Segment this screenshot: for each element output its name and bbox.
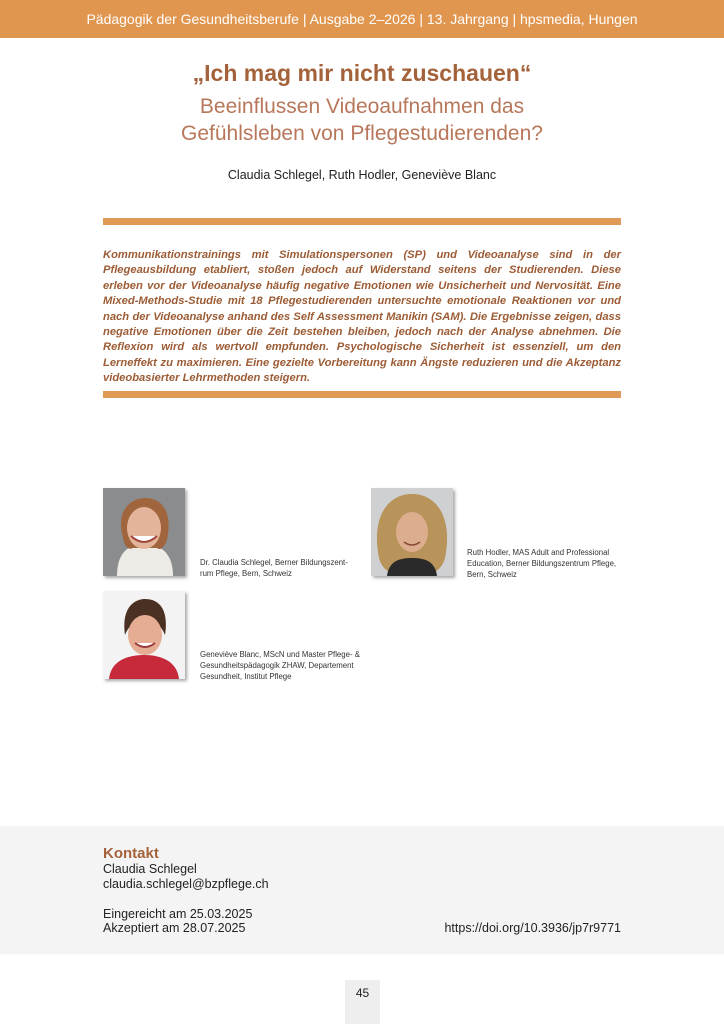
submitted-date: Eingereicht am 25.03.2025 [103, 907, 253, 921]
accepted-date: Akzeptiert am 28.07.2025 [103, 921, 246, 935]
doi-link[interactable]: https://doi.org/10.3936/jp7r9771 [444, 921, 621, 935]
author-photo-blanc [103, 591, 185, 679]
subtitle-line-2: Gefühlsleben von Pflegestudierenden? [181, 122, 543, 145]
abstract: Kommunikationstrainings mit Simulationspersonen (SP) und Videoanalyse sind in der Pflegeausbildung etabliert, stoßen jedoch auf Widerstand seitens der Studierenden. Diese erleben vor der Videoanalyse häufig negative Emotionen wie Unsicherheit und Nervosität. Eine Mixed-Methods-Studie mit 18 Pflegestudierenden untersuchte emotionale Reaktionen vor und nach der Videoanalyse anhand des Self Assessment Manikin (SAM). Die Ergebnisse zeigen, dass negative Emotionen über die Zeit bestehen bleiben, jedoch nach der Analyse abnehmen. Die Reflexion wird als wertvoll empfunden. Psychologische Sicherheit ist essenziell, um den Lerneffekt zu maximieren. Eine gezielte Vorbereitung kann Ängste reduzieren und die Akzeptanz videobasierter Lehrmethoden steigern. [103, 249, 621, 385]
divider-top [103, 218, 621, 225]
author-photo-schlegel [103, 488, 185, 576]
contact-name: Claudia Schlegel [103, 862, 197, 876]
page-number: 45 [345, 980, 380, 1024]
running-header [0, 0, 724, 38]
subtitle-line-1: Beeinflussen Videoaufnahmen das [199, 95, 525, 118]
author-list: Claudia Schlegel, Ruth Hodler, Geneviève Blanc [227, 168, 497, 182]
contact-email[interactable]: claudia.schlegel@bzpflege.ch [103, 877, 269, 891]
author-photo-hodler [371, 488, 453, 576]
contact-heading: Kontakt [103, 845, 159, 862]
divider-bottom [103, 391, 621, 398]
author-caption-hodler: Ruth Hodler, MAS Adult and Professional Education, Berner Bildungszentrum Pflege, Bern, Schweiz [467, 548, 617, 579]
running-header-text: Pädagogik der Gesundheitsberufe | Ausgabe 2–2026 | 13. Jahrgang | hpsmedia, Hungen [86, 11, 638, 27]
article-subtitle [60, 93, 664, 147]
author-caption-blanc: Geneviève Blanc, MScN und Master Pflege- & Gesundheitspädagogik ZHAW, Departement Gesundheit, Institut Pflege [200, 650, 360, 681]
author-caption-schlegel: Dr. Claudia Schlegel, Berner Bildungszentrum Pflege, Bern, Schweiz [200, 558, 348, 578]
article-title: „Ich mag mir nicht zuschauen“ [192, 60, 532, 86]
